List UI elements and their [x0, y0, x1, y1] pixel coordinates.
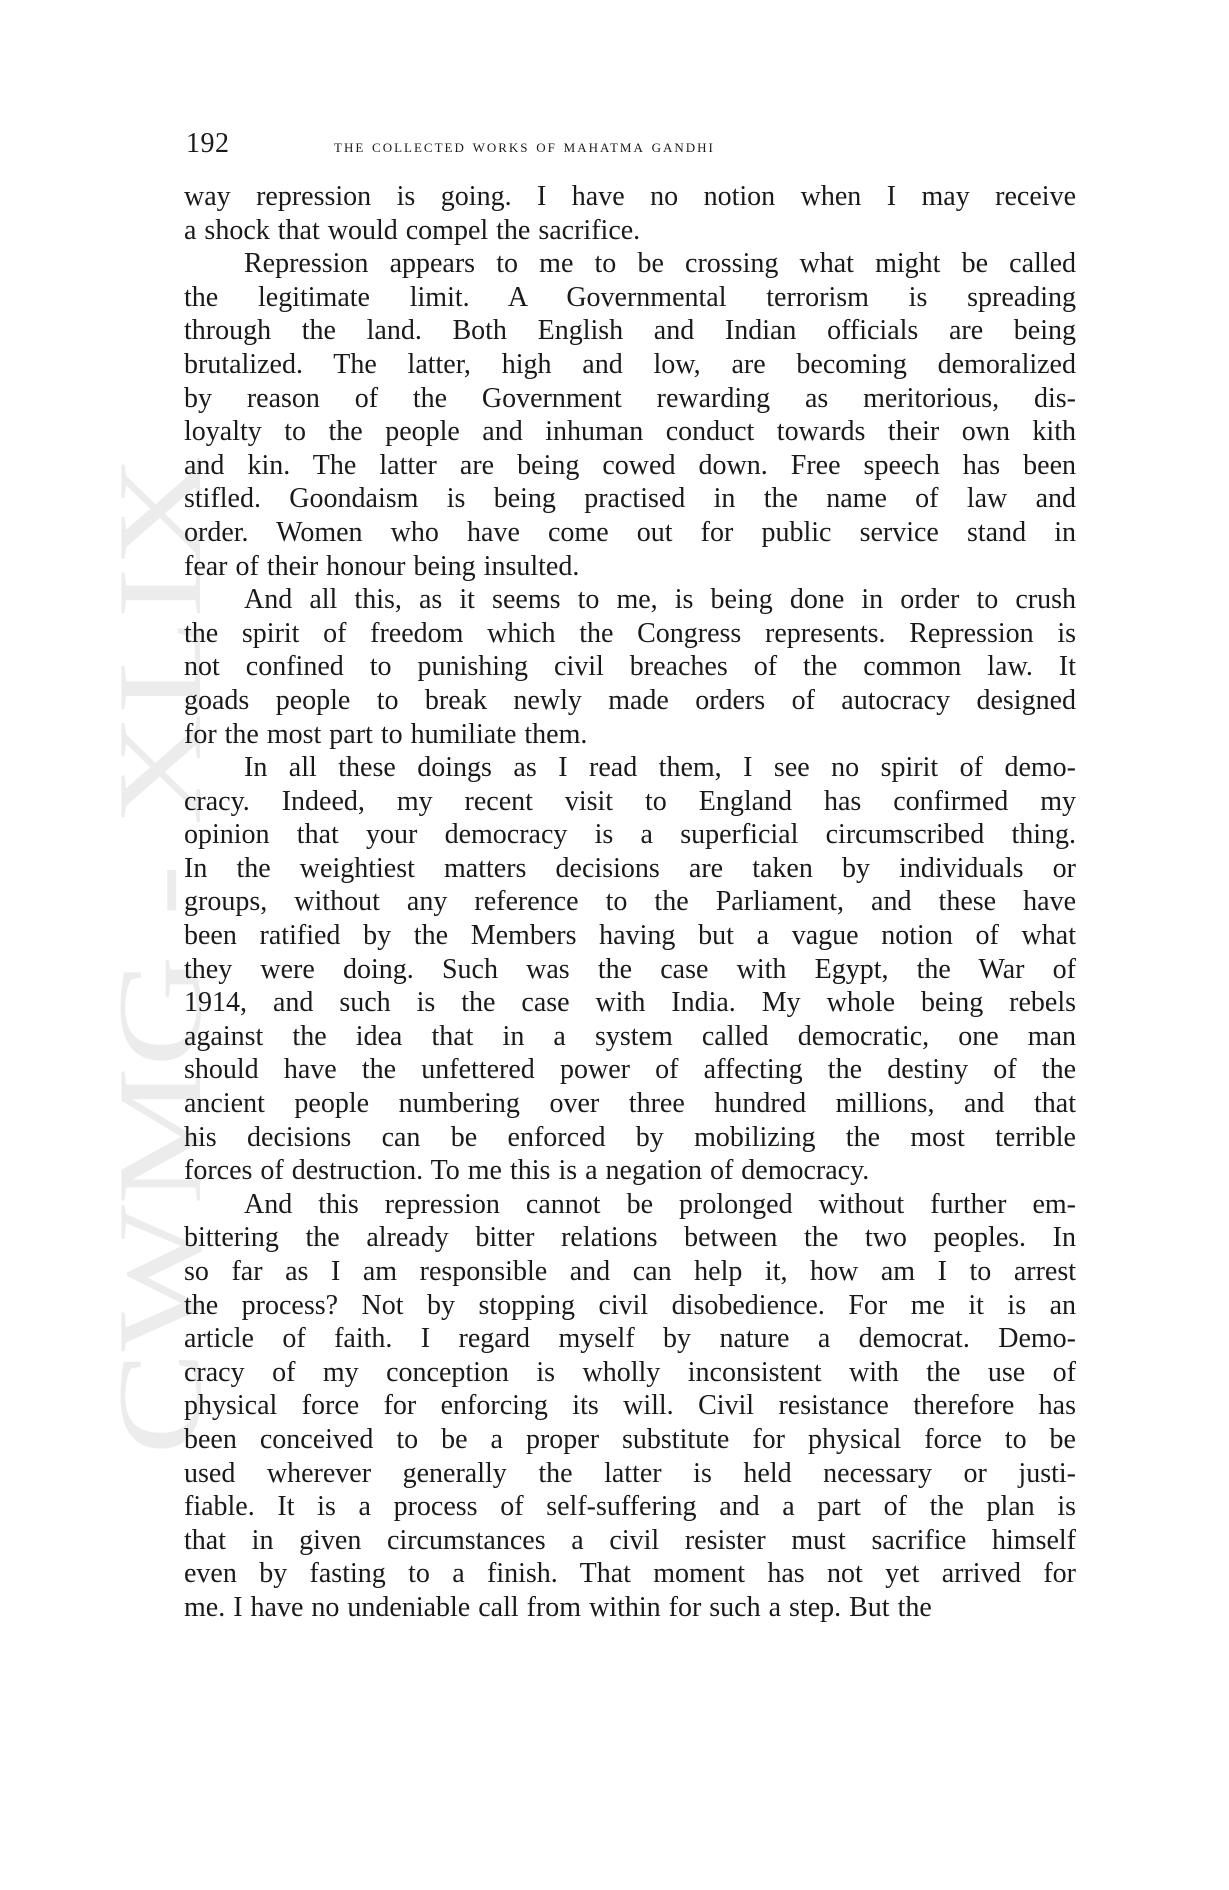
text-line: been conceived to be a proper substitute for physical force to be [184, 1423, 1076, 1455]
text-line: even by fasting to a finish. That moment has not yet arrived for [184, 1558, 1076, 1590]
text-line: cracy of my conception is wholly inconsistent with the use of [184, 1356, 1076, 1388]
text-line: Repression appears to me to be crossing what might be called [244, 248, 1076, 280]
text-line: order. Women who have come out for public service stand in [184, 516, 1076, 548]
text-line: article of faith. I regard myself by nature a democrat. Demo- [184, 1323, 1076, 1355]
text-line: a shock that would compel the sacrifice. [184, 214, 641, 246]
text-line: In the weightiest matters decisions are taken by individuals or [184, 852, 1076, 884]
watermark-text: CWMG - XLIX [93, 681, 226, 1455]
running-head: the collected works of mahatma gandhi [334, 136, 715, 157]
text-line: brutalized. The latter, high and low, are becoming demoralized [184, 348, 1076, 380]
text-line: 1914, and such is the case with India. My whole being rebels [184, 987, 1076, 1019]
text-line: the spirit of freedom which the Congress represents. Repression is [184, 617, 1076, 649]
text-line: In all these doings as I read them, I see no spirit of demo- [244, 752, 1076, 784]
text-line: opinion that your democracy is a superficial circumscribed thing. [184, 819, 1076, 851]
body-text [184, 180, 1076, 1625]
text-line: bittering the already bitter relations between the two peoples. In [184, 1222, 1076, 1254]
text-line: by reason of the Government rewarding as meritorious, dis- [184, 382, 1076, 414]
text-line: that in given circumstances a civil resister must sacrifice himself [184, 1524, 1076, 1556]
text-line: been ratified by the Members having but a vague notion of what [184, 920, 1076, 952]
text-line: goads people to break newly made orders of autocracy designed [184, 684, 1076, 716]
text-line: the legitimate limit. A Governmental terrorism is spreading [184, 281, 1076, 313]
text-line: they were doing. Such was the case with Egypt, the War of [184, 953, 1076, 985]
paragraph [184, 1188, 1076, 1625]
text-line: for the most part to humiliate them. [184, 718, 588, 750]
text-line: through the land. Both English and Indian officials are being [184, 315, 1076, 347]
text-line: the process? Not by stopping civil disobedience. For me it is an [184, 1289, 1076, 1321]
text-line: groups, without any reference to the Parliament, and these have [184, 886, 1076, 918]
text-line: stifled. Goondaism is being practised in the name of law and [184, 483, 1076, 515]
page-header [186, 128, 1076, 168]
page-number: 192 [186, 128, 230, 159]
text-line: ancient people numbering over three hundred millions, and that [184, 1088, 1076, 1120]
text-line: loyalty to the people and inhuman conduct towards their own kith [184, 416, 1076, 448]
text-line: not confined to punishing civil breaches of the common law. It [184, 651, 1076, 683]
text-line: And this repression cannot be prolonged without further em- [244, 1188, 1076, 1220]
paragraph [184, 751, 1076, 1188]
text-line: against the idea that in a system called democratic, one man [184, 1020, 1076, 1052]
text-line: And all this, as it seems to me, is being done in order to crush [244, 584, 1076, 616]
text-line: so far as I am responsible and can help it, how am I to arrest [184, 1256, 1076, 1287]
text-line: and kin. The latter are being cowed down. Free speech has been [184, 449, 1076, 481]
text-line: fear of their honour being insulted. [184, 550, 580, 582]
text-line: cracy. Indeed, my recent visit to England has confirmed my [184, 785, 1076, 817]
text-line: his decisions can be enforced by mobilizing the most terrible [184, 1121, 1076, 1153]
paragraph [184, 583, 1076, 751]
text-line: way repression is going. I have no notion when I may receive [184, 181, 1076, 212]
text-line: physical force for enforcing its will. Civil resistance therefore has [184, 1390, 1076, 1422]
text-line: should have the unfettered power of affecting the destiny of the [184, 1054, 1076, 1086]
paragraph [184, 180, 1076, 247]
text-line: forces of destruction. To me this is a negation of democracy. [184, 1155, 870, 1187]
text-line: used wherever generally the latter is held necessary or justi- [184, 1457, 1076, 1489]
text-line: fiable. It is a process of self-suffering and a part of the plan is [184, 1491, 1076, 1523]
paragraph [184, 247, 1076, 583]
text-line: me. I have no undeniable call from within for such a step. But the [184, 1591, 932, 1623]
